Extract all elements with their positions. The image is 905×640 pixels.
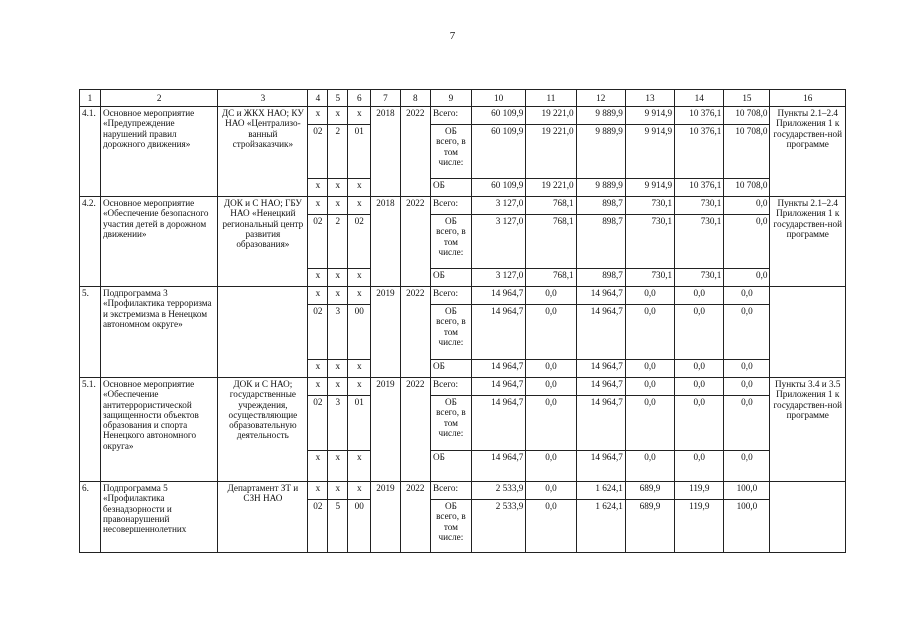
year-start: 2018 — [371, 197, 400, 287]
code-cell: x — [328, 482, 348, 500]
value-cell: 14 964,7 — [471, 305, 525, 360]
code-cell: x — [328, 451, 348, 482]
code-cell: 5 — [328, 500, 348, 553]
value-cell: 0,0 — [675, 305, 724, 360]
source-label: ОБ — [430, 269, 471, 287]
value-cell: 3 127,0 — [471, 215, 525, 269]
header-cell: 16 — [770, 90, 846, 107]
code-cell: 00 — [348, 500, 371, 553]
code-cell: x — [348, 482, 371, 500]
value-cell: 2 533,9 — [471, 482, 525, 500]
value-cell: 1 624,1 — [576, 482, 625, 500]
source-label: ОБ — [430, 451, 471, 482]
code-cell: x — [328, 287, 348, 305]
executor: ДОК и С НАО; ГБУ НАО «Ненецкий региональный центр развития образования» — [218, 197, 308, 287]
code-cell: x — [348, 107, 371, 125]
value-cell: 9 889,9 — [576, 107, 625, 125]
year-start: 2018 — [371, 107, 400, 197]
value-cell: 730,1 — [675, 197, 724, 215]
code-cell: x — [348, 451, 371, 482]
code-cell: x — [328, 107, 348, 125]
value-cell: 0,0 — [724, 396, 770, 451]
year-end: 2022 — [400, 197, 430, 287]
value-cell: 3 127,0 — [471, 197, 525, 215]
code-cell: x — [328, 269, 348, 287]
code-cell: x — [308, 482, 328, 500]
value-cell: 0,0 — [526, 396, 576, 451]
code-cell: 02 — [308, 125, 328, 179]
value-cell: 2 533,9 — [471, 500, 525, 553]
year-start: 2019 — [371, 378, 400, 482]
value-cell: 0,0 — [724, 360, 770, 378]
code-cell: x — [328, 197, 348, 215]
value-cell: 0,0 — [675, 378, 724, 396]
value-cell: 14 964,7 — [576, 287, 625, 305]
value-cell: 730,1 — [625, 269, 674, 287]
code-cell: x — [308, 179, 328, 197]
code-cell: x — [348, 269, 371, 287]
table-row — [80, 197, 846, 215]
value-cell: 19 221,0 — [526, 125, 576, 179]
header-cell: 11 — [526, 90, 576, 107]
source-label: ОБ — [430, 179, 471, 197]
code-cell: x — [328, 179, 348, 197]
value-cell: 14 964,7 — [471, 451, 525, 482]
value-cell: 14 964,7 — [576, 396, 625, 451]
header-cell: 10 — [471, 90, 525, 107]
value-cell: 730,1 — [625, 215, 674, 269]
value-cell: 898,7 — [576, 197, 625, 215]
value-cell: 10 708,0 — [724, 107, 770, 125]
value-cell: 0,0 — [724, 287, 770, 305]
value-cell: 9 889,9 — [576, 179, 625, 197]
year-end: 2022 — [400, 378, 430, 482]
code-cell: x — [308, 287, 328, 305]
code-cell: 2 — [328, 215, 348, 269]
value-cell: 9 914,9 — [625, 125, 674, 179]
value-cell: 0,0 — [724, 305, 770, 360]
source-label: ОБ всего, в том числе: — [430, 500, 471, 553]
source-label: Всего: — [430, 482, 471, 500]
table-row — [80, 378, 846, 396]
code-cell: x — [348, 378, 371, 396]
value-cell: 14 964,7 — [576, 378, 625, 396]
note: Пункты 2.1–2.4 Приложения 1 к государствен-ной программе — [770, 197, 846, 287]
value-cell: 100,0 — [724, 500, 770, 553]
value-cell: 898,7 — [576, 215, 625, 269]
executor: ДС и ЖКХ НАО; КУ НАО «Централизо-ванный стройзаказчик» — [218, 107, 308, 197]
year-start: 2019 — [371, 287, 400, 378]
code-cell: x — [308, 269, 328, 287]
code-cell: 2 — [328, 125, 348, 179]
note: Пункты 2.1–2.4 Приложения 1 к государствен-ной программе — [770, 107, 846, 197]
value-cell: 768,1 — [526, 197, 576, 215]
table-row — [80, 482, 846, 500]
code-cell: x — [328, 378, 348, 396]
value-cell: 119,9 — [675, 482, 724, 500]
note: Пункты 3.4 и 3.5 Приложения 1 к государствен-ной программе — [770, 378, 846, 482]
header-cell: 12 — [576, 90, 625, 107]
value-cell: 14 964,7 — [576, 305, 625, 360]
header-cell: 14 — [675, 90, 724, 107]
value-cell: 100,0 — [724, 482, 770, 500]
header-cell: 3 — [218, 90, 308, 107]
row-number: 5.1. — [80, 378, 101, 482]
value-cell: 730,1 — [625, 197, 674, 215]
value-cell: 0,0 — [526, 287, 576, 305]
value-cell: 0,0 — [625, 378, 674, 396]
executor: ДОК и С НАО; государственные учреждения, осуществляющие образовательную деятельность — [218, 378, 308, 482]
activity-name: Основное мероприятие «Обеспечение безопасного участия детей в дорожном движении» — [100, 197, 217, 287]
value-cell: 768,1 — [526, 269, 576, 287]
value-cell: 14 964,7 — [471, 360, 525, 378]
value-cell: 60 109,9 — [471, 179, 525, 197]
code-cell: 02 — [308, 215, 328, 269]
value-cell: 9 914,9 — [625, 179, 674, 197]
activity-name: Подпрограмма 5 «Профилактика безнадзорности и правонарушений несовершеннолетних — [100, 482, 217, 553]
row-number: 6. — [80, 482, 101, 553]
value-cell: 14 964,7 — [576, 451, 625, 482]
header-row — [80, 90, 846, 107]
value-cell: 0,0 — [675, 451, 724, 482]
header-cell: 2 — [100, 90, 217, 107]
value-cell: 0,0 — [724, 451, 770, 482]
row-number: 5. — [80, 287, 101, 378]
value-cell: 0,0 — [526, 360, 576, 378]
row-number: 4.1. — [80, 107, 101, 197]
value-cell: 10 376,1 — [675, 107, 724, 125]
value-cell: 9 914,9 — [625, 107, 674, 125]
value-cell: 1 624,1 — [576, 500, 625, 553]
code-cell: x — [308, 378, 328, 396]
value-cell: 0,0 — [526, 482, 576, 500]
year-start: 2019 — [371, 482, 400, 553]
value-cell: 768,1 — [526, 215, 576, 269]
value-cell: 14 964,7 — [471, 287, 525, 305]
row-number: 4.2. — [80, 197, 101, 287]
value-cell: 9 889,9 — [576, 125, 625, 179]
value-cell: 0,0 — [675, 396, 724, 451]
source-label: Всего: — [430, 378, 471, 396]
value-cell: 0,0 — [675, 287, 724, 305]
header-cell: 13 — [625, 90, 674, 107]
value-cell: 14 964,7 — [471, 396, 525, 451]
value-cell: 60 109,9 — [471, 125, 525, 179]
code-cell: x — [328, 360, 348, 378]
executor: Департамент ЗТ и СЗН НАО — [218, 482, 308, 553]
activity-name: Основное мероприятие «Предупреждение нарушений правил дорожного движения» — [100, 107, 217, 197]
code-cell: x — [348, 360, 371, 378]
value-cell: 0,0 — [724, 197, 770, 215]
source-label: ОБ всего, в том числе: — [430, 215, 471, 269]
code-cell: 01 — [348, 396, 371, 451]
year-end: 2022 — [400, 287, 430, 378]
header-cell: 6 — [348, 90, 371, 107]
code-cell: 02 — [308, 500, 328, 553]
header-cell: 8 — [400, 90, 430, 107]
value-cell: 689,9 — [625, 500, 674, 553]
activity-name: Основное мероприятие «Обеспечение антитеррористической защищенности объектов образования и спорта Ненецкого автономного округа» — [100, 378, 217, 482]
page-number: 7 — [449, 30, 456, 42]
table-row — [80, 287, 846, 305]
header-cell: 7 — [371, 90, 400, 107]
source-label: ОБ всего, в том числе: — [430, 125, 471, 179]
value-cell: 0,0 — [625, 451, 674, 482]
code-cell: 02 — [308, 396, 328, 451]
source-label: ОБ — [430, 360, 471, 378]
code-cell: x — [348, 287, 371, 305]
value-cell: 14 964,7 — [576, 360, 625, 378]
code-cell: x — [308, 360, 328, 378]
value-cell: 0,0 — [625, 287, 674, 305]
code-cell: 02 — [308, 305, 328, 360]
code-cell: 00 — [348, 305, 371, 360]
value-cell: 0,0 — [526, 305, 576, 360]
value-cell: 0,0 — [625, 360, 674, 378]
code-cell: 02 — [348, 215, 371, 269]
value-cell: 689,9 — [625, 482, 674, 500]
value-cell: 10 376,1 — [675, 179, 724, 197]
code-cell: x — [308, 197, 328, 215]
value-cell: 19 221,0 — [526, 179, 576, 197]
value-cell: 10 376,1 — [675, 125, 724, 179]
source-label: ОБ всего, в том числе: — [430, 305, 471, 360]
value-cell: 119,9 — [675, 500, 724, 553]
value-cell: 0,0 — [724, 215, 770, 269]
code-cell: x — [308, 451, 328, 482]
value-cell: 730,1 — [675, 215, 724, 269]
code-cell: 01 — [348, 125, 371, 179]
value-cell: 0,0 — [724, 269, 770, 287]
value-cell: 0,0 — [526, 451, 576, 482]
header-cell: 15 — [724, 90, 770, 107]
note — [770, 482, 846, 553]
value-cell: 0,0 — [675, 360, 724, 378]
value-cell: 14 964,7 — [471, 378, 525, 396]
source-label: ОБ всего, в том числе: — [430, 396, 471, 451]
code-cell: x — [348, 197, 371, 215]
value-cell: 10 708,0 — [724, 179, 770, 197]
code-cell: x — [308, 107, 328, 125]
value-cell: 0,0 — [526, 378, 576, 396]
activity-name: Подпрограмма 3 «Профилактика терроризма и экстремизма в Ненецком автономном округе» — [100, 287, 217, 378]
value-cell: 60 109,9 — [471, 107, 525, 125]
source-label: Всего: — [430, 287, 471, 305]
value-cell: 3 127,0 — [471, 269, 525, 287]
value-cell: 0,0 — [526, 500, 576, 553]
year-end: 2022 — [400, 482, 430, 553]
source-label: Всего: — [430, 197, 471, 215]
code-cell: 3 — [328, 396, 348, 451]
table-row — [80, 107, 846, 125]
executor — [218, 287, 308, 378]
header-cell: 1 — [80, 90, 101, 107]
header-cell: 5 — [328, 90, 348, 107]
code-cell: 3 — [328, 305, 348, 360]
note — [770, 287, 846, 378]
source-label: Всего: — [430, 107, 471, 125]
value-cell: 0,0 — [724, 378, 770, 396]
header-cell: 9 — [430, 90, 471, 107]
value-cell: 19 221,0 — [526, 107, 576, 125]
budget-table — [79, 89, 846, 553]
header-cell: 4 — [308, 90, 328, 107]
value-cell: 730,1 — [675, 269, 724, 287]
value-cell: 10 708,0 — [724, 125, 770, 179]
code-cell: x — [348, 179, 371, 197]
year-end: 2022 — [400, 107, 430, 197]
value-cell: 0,0 — [625, 305, 674, 360]
value-cell: 0,0 — [625, 396, 674, 451]
value-cell: 898,7 — [576, 269, 625, 287]
